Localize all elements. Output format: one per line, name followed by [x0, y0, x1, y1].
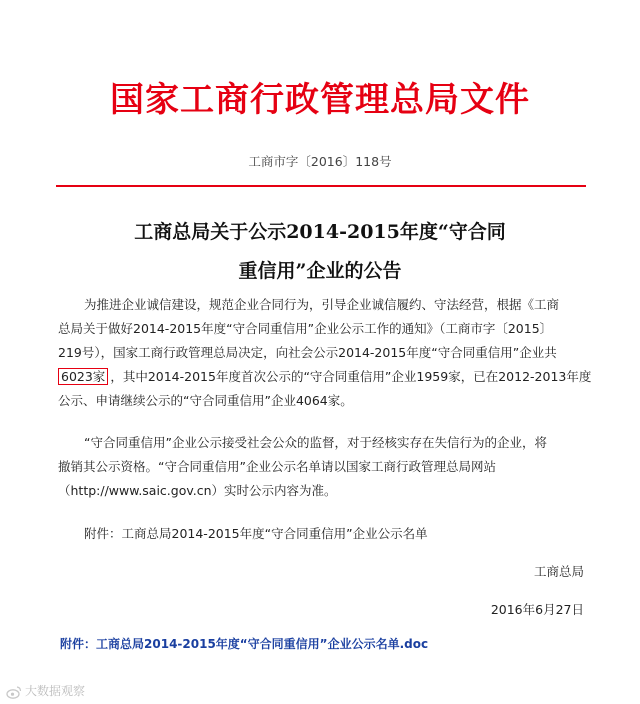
weibo-logo-icon — [6, 685, 22, 699]
paragraph-line: 为推进企业诚信建设，规范企业合同行为，引导企业诚信履约、守法经营，根据《工商 — [84, 297, 560, 312]
signature-org: 工商总局 — [533, 564, 584, 579]
attachment-line: 附件：工商总局2014-2015年度“守合同重信用”企业公示名单 — [84, 526, 428, 541]
body-paragraph-2 — [58, 431, 590, 503]
attachment-download-link[interactable] — [60, 635, 428, 652]
paragraph-line: 总局关于做好2014-2015年度“守合同重信用”企业公示工作的通知》（工商市字〔2015〕 — [58, 321, 553, 336]
watermark — [6, 682, 85, 699]
highlighted-count: 6023家 — [58, 368, 108, 385]
paragraph-line: 219号），国家工商行政管理总局决定，向社会公示2014-2015年度“守合同重信用”企业共 — [58, 345, 557, 360]
document-number: 工商市字〔2016〕118号 — [248, 154, 392, 169]
paragraph-line: 公示、申请继续公示的“守合同重信用”企业4064家。 — [58, 393, 353, 408]
notice-title-line2: 重信用”企业的公告 — [238, 260, 402, 282]
paragraph-line: “守合同重信用”企业公示接受社会公众的监督，对于经核实存在失信行为的企业，将 — [84, 435, 547, 450]
notice-title-line1: 工商总局关于公示2014-2015年度“守合同 — [134, 221, 506, 243]
attachment-link-filename[interactable]: 工商总局2014-2015年度“守合同重信用”企业公示名单.doc — [96, 637, 429, 651]
signature-date: 2016年6月27日 — [490, 602, 584, 617]
header-title: 国家工商行政管理总局文件 — [110, 80, 530, 120]
body-paragraph-1 — [58, 293, 590, 413]
watermark-text: 大数据观察 — [25, 684, 86, 698]
paragraph-line — [58, 365, 590, 389]
red-divider — [56, 185, 586, 187]
paragraph-text: ，其中2014-2015年度首次公示的“守合同重信用”企业1959家，已在2012-2013年度 — [110, 369, 592, 384]
attachment-link-prefix: 附件： — [60, 637, 97, 651]
paragraph-line: （http://www.saic.gov.cn）实时公示内容为准。 — [58, 483, 337, 498]
paragraph-line: 撤销其公示资格。“守合同重信用”企业公示名单请以国家工商行政管理总局网站 — [58, 459, 496, 474]
